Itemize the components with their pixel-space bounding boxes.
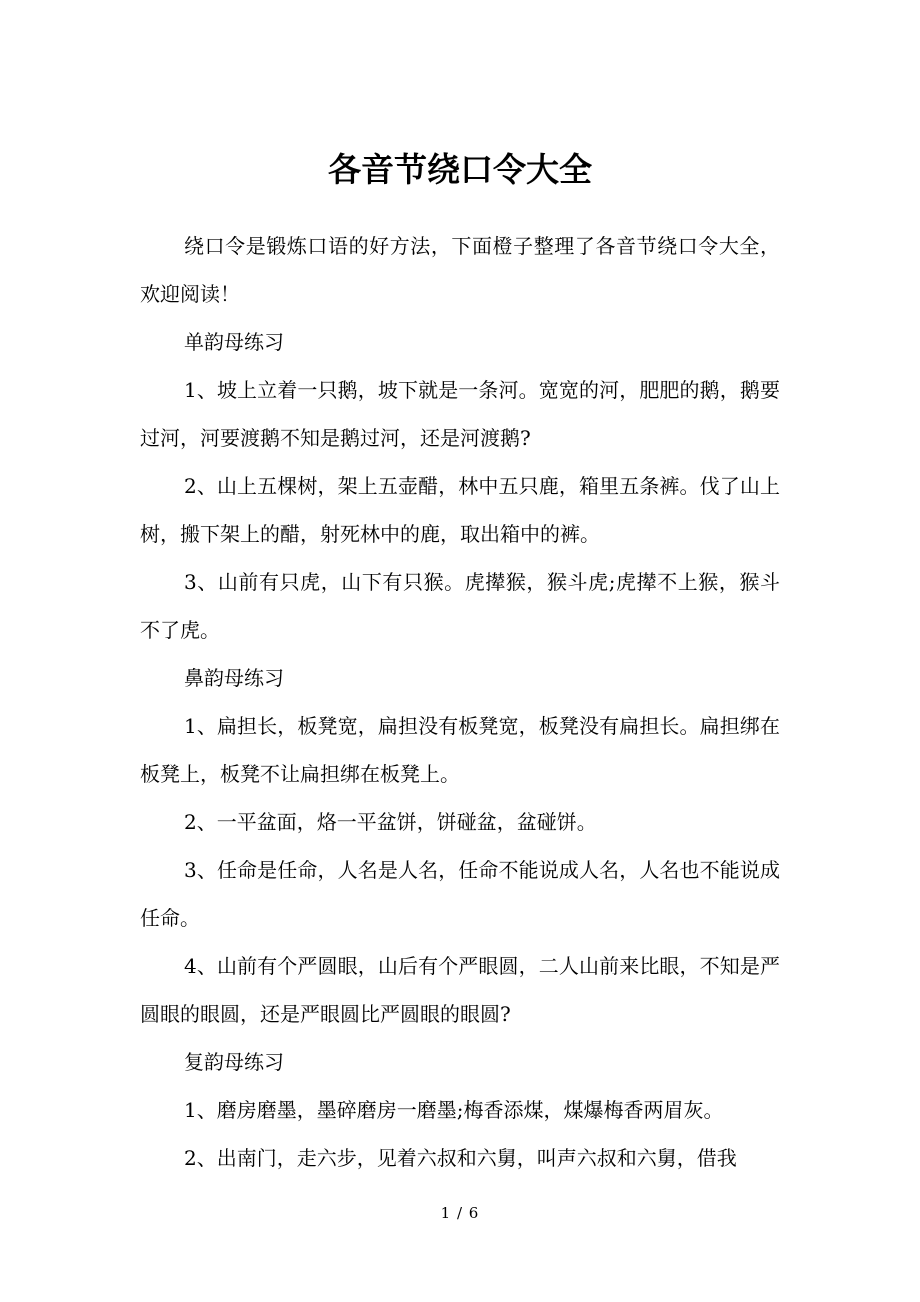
document-title: 各音节绕口令大全	[328, 150, 592, 189]
section-heading-simple-finals: 单韵母练习	[184, 330, 284, 354]
tongue-twister-item: 2、山上五棵树，架上五壶醋，林中五只鹿，箱里五条裤。伐了山上树，搬下架上的醋，射死林中的鹿，取出箱中的裤。	[140, 474, 780, 546]
tongue-twister-item: 2、一平盆面，烙一平盆饼，饼碰盆，盆碰饼。	[184, 810, 597, 834]
tongue-twister-item: 4、山前有个严圆眼，山后有个严眼圆，二人山前来比眼，不知是严圆眼的眼圆，还是严眼圆比严圆眼的眼圆?	[140, 954, 780, 1026]
document-body	[140, 222, 780, 1182]
tongue-twister-item: 1、扁担长，板凳宽，扁担没有板凳宽，板凳没有扁担长。扁担绑在板凳上，板凳不让扁担绑在板凳上。	[140, 714, 780, 786]
tongue-twister-item: 1、磨房磨墨，墨碎磨房一磨墨;梅香添煤，煤爆梅香两眉灰。	[184, 1098, 724, 1122]
page-indicator: 1 / 6	[440, 1204, 480, 1222]
tongue-twister-item: 3、任命是任命，人名是人名，任命不能说成人名，人名也不能说成任命。	[140, 858, 780, 930]
tongue-twister-item: 1、坡上立着一只鹅，坡下就是一条河。宽宽的河，肥肥的鹅，鹅要过河，河要渡鹅不知是鹅过河，还是河渡鹅?	[140, 378, 780, 450]
section-heading-nasal-finals: 鼻韵母练习	[184, 666, 284, 690]
tongue-twister-item: 3、山前有只虎，山下有只猴。虎撵猴，猴斗虎;虎撵不上猴，猴斗不了虎。	[140, 570, 780, 642]
section-heading-compound-finals: 复韵母练习	[184, 1050, 284, 1074]
tongue-twister-item: 2、出南门，走六步，见着六叔和六舅，叫声六叔和六舅，借我	[184, 1146, 737, 1170]
intro-paragraph: 绕口令是锻炼口语的好方法，下面橙子整理了各音节绕口令大全，欢迎阅读！	[140, 234, 780, 306]
